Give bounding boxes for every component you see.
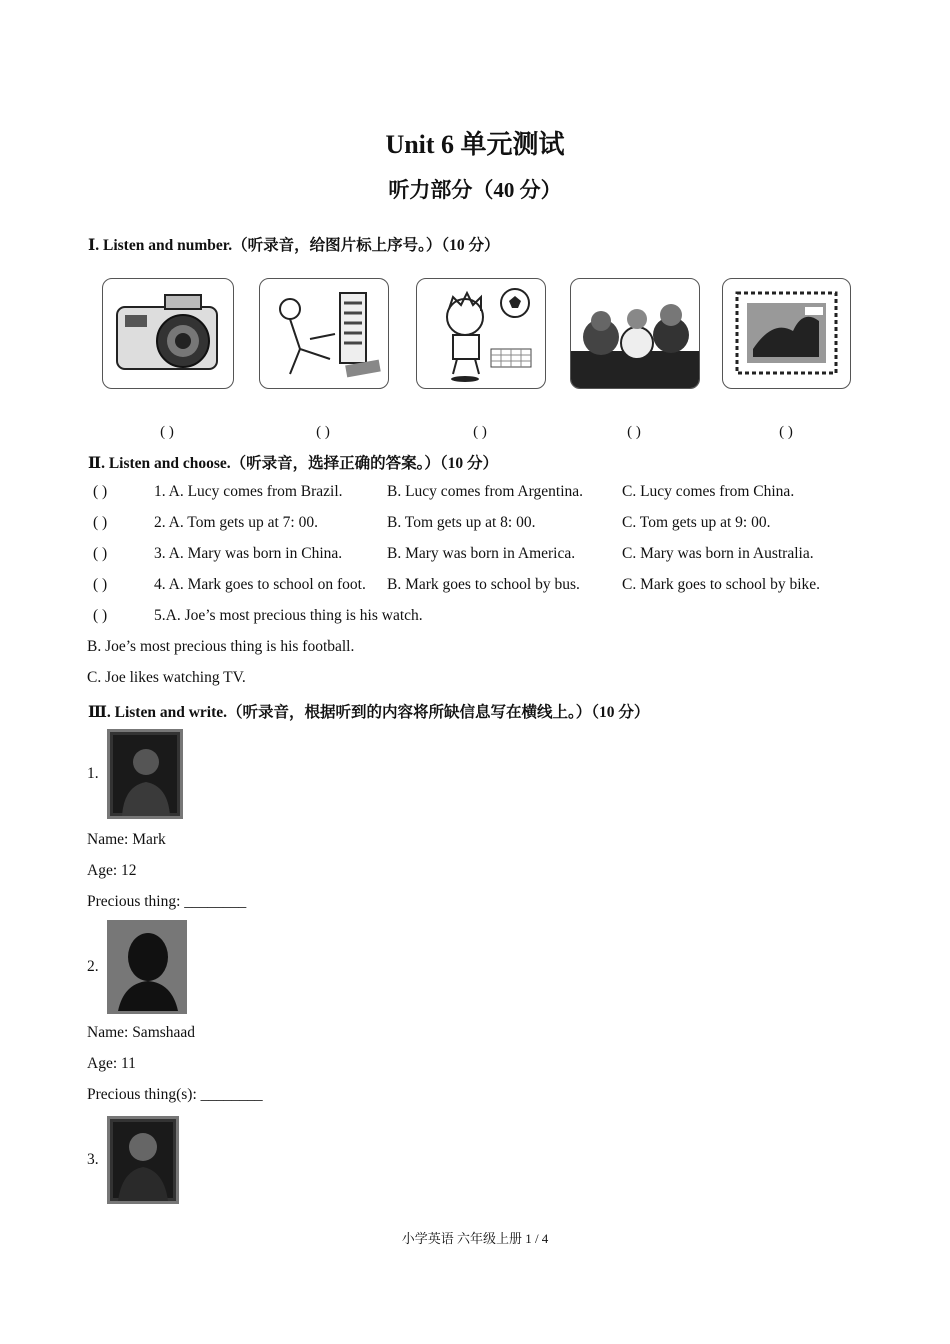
q4-option-b: B. Mark goes to school by bus.: [387, 576, 580, 593]
q2-option-b: B. Tom gets up at 8: 00.: [387, 514, 536, 531]
q5-option-a: 5.A. Joe’s most precious thing is his watch.: [154, 607, 423, 624]
portrait-icon: [110, 732, 180, 816]
picture-4-blank[interactable]: ( ): [627, 424, 641, 440]
section-1-heading: Ⅰ. Listen and number.（听录音，给图片标上序号。）（10 分）: [88, 237, 500, 254]
q4-option-a: 4. A. Mark goes to school on foot.: [154, 576, 366, 593]
person-1-photo: [107, 729, 183, 819]
picture-5: [722, 278, 851, 389]
q1-option-b: B. Lucy comes from Argentina.: [387, 483, 584, 500]
q1-option-a: 1. A. Lucy comes from Brazil.: [154, 483, 343, 500]
person-reading-icon: [260, 279, 388, 388]
section-2-heading: Ⅱ. Listen and choose.（听录音，选择正确的答案。）（10 分）: [88, 455, 499, 472]
person-3-photo: [107, 1116, 179, 1204]
picture-3-blank[interactable]: ( ): [473, 424, 487, 440]
q5-option-c: C. Joe likes watching TV.: [87, 669, 246, 686]
picture-1-blank[interactable]: ( ): [160, 424, 174, 440]
q2-option-c: C. Tom gets up at 9: 00.: [622, 514, 771, 531]
q1-option-c: C. Lucy comes from China.: [622, 483, 795, 500]
answer-paren-2[interactable]: ( ): [93, 514, 108, 531]
person-1-name: Name: Mark: [87, 831, 166, 848]
picture-3: [416, 278, 546, 389]
section-3-heading: Ⅲ. Listen and write.（听录音，根据听到的内容将所缺信息写在横线上。）（10 分）: [88, 704, 650, 721]
picture-4: [570, 278, 700, 389]
person-1-age: Age: 12: [87, 862, 137, 879]
person-2-photo: [107, 920, 187, 1014]
answer-paren-3[interactable]: ( ): [93, 545, 108, 562]
person-3-number: 3.: [87, 1151, 99, 1168]
camera-icon: [103, 279, 233, 388]
page-footer: 小学英语 六年级上册 1 / 4: [401, 1231, 549, 1246]
picture-2: [259, 278, 389, 389]
q3-option-c: C. Mary was born in Australia.: [622, 545, 814, 562]
q3-option-a: 3. A. Mary was born in China.: [154, 545, 343, 562]
page-title: Unit 6 单元测试: [385, 130, 565, 159]
picture-1: [102, 278, 234, 389]
q5-option-b: B. Joe’s most precious thing is his football.: [87, 638, 355, 655]
stamp-icon: [723, 279, 850, 388]
picture-5-blank[interactable]: ( ): [779, 424, 793, 440]
person-2-name: Name: Samshaad: [87, 1024, 196, 1041]
answer-paren-1[interactable]: ( ): [93, 483, 108, 500]
person-1-precious-thing[interactable]: Precious thing: ________: [87, 893, 247, 910]
person-2-precious-thing[interactable]: Precious thing(s): ________: [87, 1086, 263, 1103]
person-2-number: 2.: [87, 958, 99, 975]
boy-football-icon: [417, 279, 545, 388]
answer-paren-4[interactable]: ( ): [93, 576, 108, 593]
page-subtitle: 听力部分（40 分）: [388, 178, 562, 202]
q4-option-c: C. Mark goes to school by bike.: [622, 576, 821, 593]
answer-paren-5[interactable]: ( ): [93, 607, 108, 624]
person-1-number: 1.: [87, 765, 99, 782]
person-2-age: Age: 11: [87, 1055, 136, 1072]
portrait-icon: [110, 923, 184, 1011]
portrait-icon: [110, 1119, 176, 1201]
toys-icon: [571, 279, 699, 388]
q2-option-a: 2. A. Tom gets up at 7: 00.: [154, 514, 318, 531]
q3-option-b: B. Mary was born in America.: [387, 545, 576, 562]
picture-2-blank[interactable]: ( ): [316, 424, 330, 440]
